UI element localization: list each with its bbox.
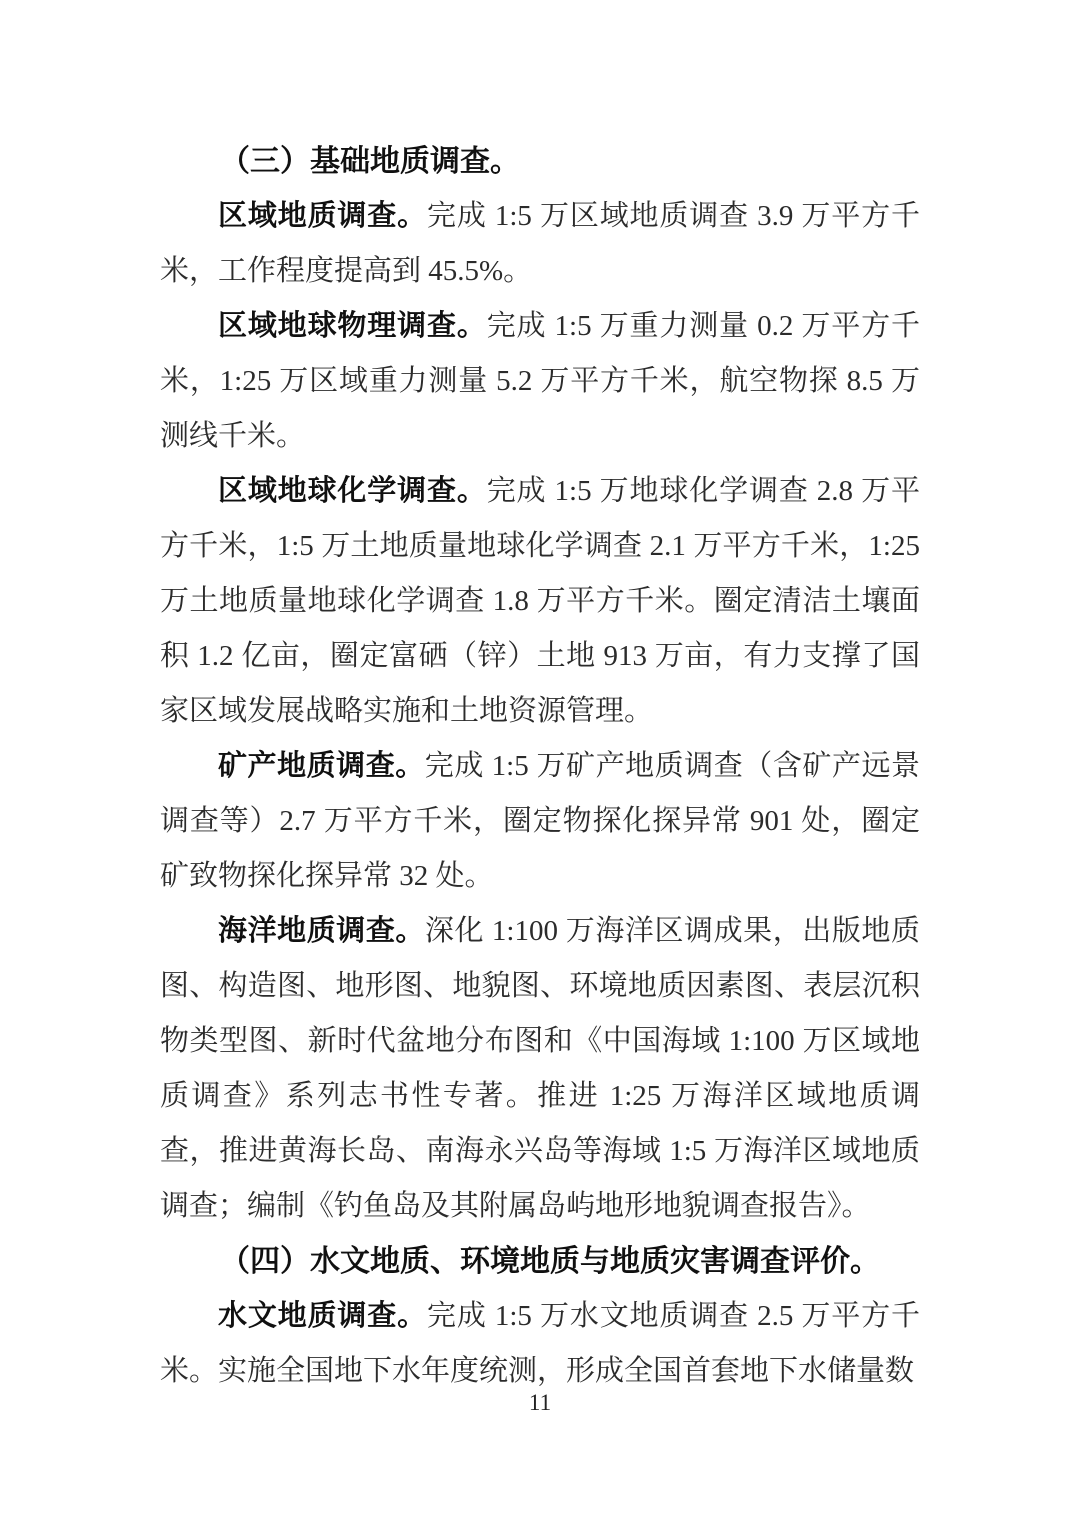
paragraph-lead: 区域地球物理调查。 [218, 310, 487, 342]
page-number: 11 [528, 1390, 552, 1415]
paragraph-hydrogeology [160, 1289, 920, 1399]
paragraph-text: 完成 1:5 万水文地质调查 2.5 万平方千米。实施全国地下水年度统测，形成全国首套地下水储量数 [160, 1300, 920, 1387]
paragraph-text: 深化 1:100 万海洋区调成果，出版地质图、构造图、地形图、地貌图、环境地质因素图、表层沉积物类型图、新时代盆地分布图和《中国海域 1:100 万区域地质调查》系列志书性专著。推进 1:25 万海洋区域地质调查，推进黄海长岛、南海永兴岛等海域 1:5 万海洋区域地质调查；编制《钓鱼岛及其附属岛屿地形地貌调查报告》。 [160, 915, 920, 1222]
paragraph-mineral-geology [160, 739, 920, 904]
paragraph-lead: 区域地质调查。 [218, 200, 427, 232]
paragraph-lead: 区域地球化学调查。 [218, 475, 487, 507]
paragraph-marine-geology [160, 904, 920, 1234]
section-heading-basic-geology: （三）基础地质调查。 [220, 145, 520, 178]
paragraph-text: 完成 1:5 万区域地质调查 3.9 万平方千米，工作程度提高到 45.5%。 [160, 200, 920, 287]
section-heading-hydro-environment-geology: （四）水文地质、环境地质与地质灾害调查评价。 [220, 1245, 880, 1278]
paragraph-text: 完成 1:5 万矿产地质调查（含矿产远景调查等）2.7 万平方千米，圈定物探化探异常 901 处，圈定矿致物探化探异常 32 处。 [160, 750, 920, 892]
paragraph-regional-geochemistry [160, 464, 920, 739]
paragraph-lead: 矿产地质调查。 [218, 750, 425, 782]
document-body [160, 134, 920, 1399]
paragraph-text: 完成 1:5 万地球化学调查 2.8 万平方千米，1:5 万土地质量地球化学调查 2.1 万平方千米，1:25 万土地质量地球化学调查 1.8 万平方千米。圈定清洁土壤面积 1.2 亿亩，圈定富硒（锌）土地 913 万亩，有力支撑了国家区域发展战略实施和土地资源管理。 [160, 475, 920, 727]
paragraph-lead: 海洋地质调查。 [218, 915, 425, 947]
paragraph-lead: 水文地质调查。 [218, 1300, 427, 1332]
paragraph-regional-geology [160, 189, 920, 299]
paragraph-regional-geophysics [160, 299, 920, 464]
paragraph-text: 完成 1:5 万重力测量 0.2 万平方千米，1:25 万区域重力测量 5.2 万平方千米，航空物探 8.5 万测线千米。 [160, 310, 920, 452]
